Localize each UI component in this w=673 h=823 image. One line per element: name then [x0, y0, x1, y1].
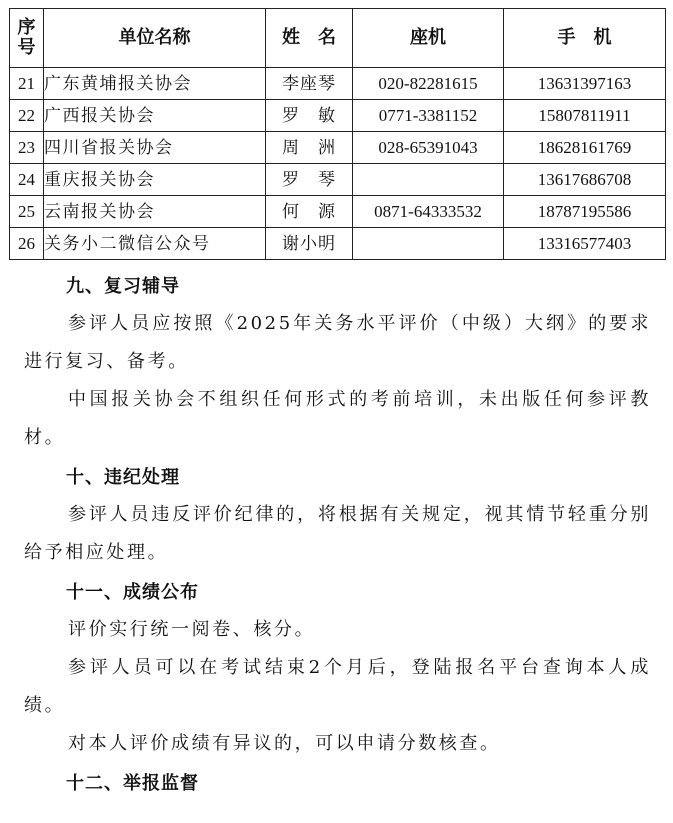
cell-phone: 0871-64333532 — [353, 196, 504, 228]
cell-seq: 22 — [10, 100, 44, 132]
cell-name: 谢小明 — [266, 228, 353, 260]
paragraph: 对本人评价成绩有异议的，可以申请分数核查。 — [68, 733, 501, 754]
cell-org: 关务小二微信公众号 — [44, 228, 266, 260]
header-phone: 座机 — [353, 9, 504, 68]
table-row — [10, 196, 666, 228]
section-heading-discipline: 十、违纪处理 — [66, 467, 180, 488]
cell-org: 广西报关协会 — [44, 100, 266, 132]
body-text — [0, 268, 673, 802]
table-row — [10, 164, 666, 196]
cell-name: 何 源 — [266, 196, 353, 228]
cell-mobile: 13617686708 — [504, 164, 666, 196]
section-heading-supervision: 十二、举报监督 — [66, 773, 199, 794]
cell-mobile: 18628161769 — [504, 132, 666, 164]
cell-name: 罗 琴 — [266, 164, 353, 196]
cell-phone — [353, 164, 504, 196]
cell-mobile: 13316577403 — [504, 228, 666, 260]
cell-name: 周 洲 — [266, 132, 353, 164]
cell-seq: 24 — [10, 164, 44, 196]
cell-seq: 21 — [10, 68, 44, 100]
header-seq-line2: 号 — [17, 37, 36, 58]
paragraph: 参评人员应按照《2025年关务水平评价（中级）大纲》的要求进行复习、备考。 — [24, 313, 651, 372]
cell-org: 四川省报关协会 — [44, 132, 266, 164]
cell-phone: 020-82281615 — [353, 68, 504, 100]
cell-seq: 23 — [10, 132, 44, 164]
paragraph: 参评人员可以在考试结束2个月后，登陆报名平台查询本人成绩。 — [24, 657, 651, 716]
cell-seq: 26 — [10, 228, 44, 260]
table-row — [10, 228, 666, 260]
paragraph: 评价实行统一阅卷、核分。 — [68, 619, 316, 640]
cell-seq: 25 — [10, 196, 44, 228]
header-name: 姓 名 — [266, 9, 353, 68]
cell-org: 云南报关协会 — [44, 196, 266, 228]
cell-name: 李座琴 — [266, 68, 353, 100]
table-row — [10, 100, 666, 132]
header-mobile: 手 机 — [504, 9, 666, 68]
section-heading-review: 九、复习辅导 — [66, 276, 180, 297]
table-row — [10, 132, 666, 164]
cell-phone: 028-65391043 — [353, 132, 504, 164]
cell-mobile: 15807811911 — [504, 100, 666, 132]
section-heading-results: 十一、成绩公布 — [66, 582, 199, 603]
table-row — [10, 68, 666, 100]
cell-phone — [353, 228, 504, 260]
cell-name: 罗 敏 — [266, 100, 353, 132]
cell-mobile: 13631397163 — [504, 68, 666, 100]
cell-mobile: 18787195586 — [504, 196, 666, 228]
contact-table — [9, 8, 666, 260]
cell-org: 重庆报关协会 — [44, 164, 266, 196]
header-seq-line1: 序 — [17, 17, 36, 38]
cell-org: 广东黄埔报关协会 — [44, 68, 266, 100]
header-seq — [10, 9, 44, 68]
cell-phone: 0771-3381152 — [353, 100, 504, 132]
header-org: 单位名称 — [44, 9, 266, 68]
paragraph: 参评人员违反评价纪律的，将根据有关规定，视其情节轻重分别给予相应处理。 — [24, 504, 651, 563]
paragraph: 中国报关协会不组织任何形式的考前培训，未出版任何参评教材。 — [24, 389, 651, 448]
table-header-row — [10, 9, 666, 68]
